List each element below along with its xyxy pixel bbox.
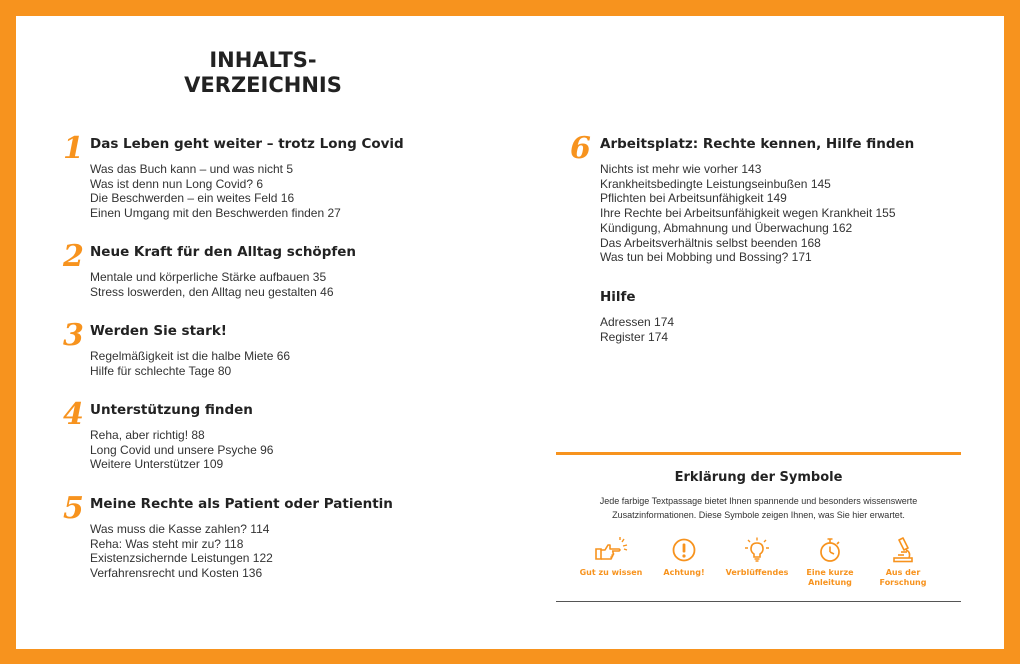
toc-entry[interactable]: Regelmäßigkeit ist die halbe Miete 66 bbox=[90, 349, 291, 363]
toc-entry[interactable]: Long Covid und unsere Psyche 96 bbox=[90, 442, 274, 457]
chapter-title[interactable]: Das Leben geht weiter – trotz Long Covid bbox=[90, 136, 404, 152]
chapter-2 bbox=[58, 239, 518, 299]
page-title bbox=[166, 48, 360, 98]
pointing-hand-icon bbox=[593, 537, 629, 563]
legend-text-line: Jede farbige Textpassage bietet Ihnen spannende und besonders wissenswerte bbox=[599, 496, 918, 506]
chapter-number: 5 bbox=[63, 491, 84, 526]
chapter-title[interactable]: Arbeitsplatz: Rechte kennen, Hilfe finden bbox=[600, 136, 915, 152]
toc-entry[interactable]: Das Arbeitsverhältnis selbst beenden 168 bbox=[600, 235, 821, 250]
toc-entry[interactable]: Nichts ist mehr wie vorher 143 bbox=[600, 162, 762, 176]
chapter-number: 2 bbox=[63, 239, 84, 274]
symbol-label: Achtung! bbox=[663, 568, 705, 577]
toc-entry[interactable]: Ihre Rechte bei Arbeitsunfähigkeit wegen Krankheit 155 bbox=[600, 206, 896, 221]
symbol-gut-zu-wissen bbox=[571, 537, 651, 578]
chapter-title[interactable]: Neue Kraft für den Alltag schöpfen bbox=[90, 244, 357, 260]
chapter-entries bbox=[90, 349, 518, 378]
hilfe-entries bbox=[600, 315, 960, 344]
toc-entry[interactable]: Die Beschwerden – ein weites Feld 16 bbox=[90, 191, 295, 206]
chapter-number: 6 bbox=[570, 131, 591, 166]
toc-entry[interactable]: Einen Umgang mit den Beschwerden finden 27 bbox=[90, 206, 341, 221]
toc-entry[interactable]: Existenzsichernde Leistungen 122 bbox=[90, 551, 273, 566]
chapter-1 bbox=[58, 131, 518, 221]
toc-page bbox=[16, 16, 1004, 649]
symbol-achtung bbox=[644, 537, 724, 578]
chapter-entries bbox=[90, 522, 518, 581]
hilfe-section bbox=[600, 288, 960, 344]
symbol-verblueffendes bbox=[717, 537, 797, 578]
symbol-kurze-anleitung bbox=[790, 537, 870, 588]
chapter-6 bbox=[568, 131, 1020, 265]
exclamation-circle-icon bbox=[671, 537, 697, 563]
title-line-2: VERZEICHNIS bbox=[184, 73, 342, 97]
title-line-1: INHALTS- bbox=[209, 48, 317, 72]
chapter-entries bbox=[600, 162, 1020, 265]
legend-text-line: Zusatzinformationen. Diese Symbole zeigen Ihnen, was Sie hier erwartet. bbox=[612, 510, 905, 520]
toc-entry[interactable]: Stress loswerden, den Alltag neu gestalten 46 bbox=[90, 284, 334, 299]
toc-entry[interactable]: Adressen 174 bbox=[600, 315, 675, 329]
chapter-entries bbox=[90, 162, 518, 221]
toc-entry[interactable]: Reha, aber richtig! 88 bbox=[90, 428, 205, 442]
toc-entry[interactable]: Mentale und körperliche Stärke aufbauen 35 bbox=[90, 270, 327, 284]
symbol-label-line: Anleitung bbox=[808, 578, 852, 587]
toc-entry[interactable]: Verfahrensrecht und Kosten 136 bbox=[90, 566, 263, 581]
toc-entry[interactable]: Reha: Was steht mir zu? 118 bbox=[90, 536, 244, 551]
toc-entry[interactable]: Register 174 bbox=[600, 329, 669, 344]
chapter-3 bbox=[58, 318, 518, 378]
toc-entry[interactable]: Pflichten bei Arbeitsunfähigkeit 149 bbox=[600, 191, 787, 206]
toc-entry[interactable]: Was das Buch kann – und was nicht 5 bbox=[90, 162, 294, 176]
symbol-label-line: Aus der bbox=[885, 568, 921, 577]
toc-entry[interactable]: Was ist denn nun Long Covid? 6 bbox=[90, 176, 263, 191]
toc-entry[interactable]: Was muss die Kasse zahlen? 114 bbox=[90, 522, 270, 536]
chapter-entries bbox=[90, 270, 518, 299]
microscope-icon bbox=[890, 537, 916, 563]
toc-entry[interactable]: Kündigung, Abmahnung und Überwachung 162 bbox=[600, 220, 853, 235]
symbol-label-line: Eine kurze bbox=[806, 568, 854, 577]
toc-entry[interactable]: Krankheitsbedingte Leistungseinbußen 145 bbox=[600, 176, 831, 191]
symbol-aus-der-forschung bbox=[863, 537, 943, 588]
stopwatch-icon bbox=[817, 537, 843, 563]
legend-title: Erklärung der Symbole bbox=[674, 470, 843, 485]
symbol-label: Verblüffendes bbox=[725, 568, 789, 577]
chapter-entries bbox=[90, 428, 518, 472]
lightbulb-icon bbox=[743, 537, 771, 563]
toc-entry[interactable]: Weitere Unterstützer 109 bbox=[90, 457, 224, 472]
chapter-title[interactable]: Werden Sie stark! bbox=[90, 323, 227, 339]
chapter-title[interactable]: Unterstützung finden bbox=[90, 402, 253, 418]
toc-entry[interactable]: Hilfe für schlechte Tage 80 bbox=[90, 363, 232, 378]
symbol-legend bbox=[556, 452, 961, 602]
chapter-4 bbox=[58, 397, 518, 472]
hilfe-title[interactable]: Hilfe bbox=[600, 289, 636, 305]
toc-entry[interactable]: Was tun bei Mobbing und Bossing? 171 bbox=[600, 250, 812, 265]
symbol-label bbox=[790, 568, 870, 588]
legend-description bbox=[576, 494, 941, 522]
symbol-label-line: Forschung bbox=[879, 578, 927, 587]
chapter-5 bbox=[58, 491, 518, 581]
chapter-number: 1 bbox=[63, 131, 84, 166]
chapter-number: 3 bbox=[63, 318, 84, 353]
chapter-number: 4 bbox=[63, 397, 84, 432]
symbol-label: Gut zu wissen bbox=[579, 568, 643, 577]
chapter-title[interactable]: Meine Rechte als Patient oder Patientin bbox=[90, 496, 393, 512]
symbol-label bbox=[863, 568, 943, 588]
